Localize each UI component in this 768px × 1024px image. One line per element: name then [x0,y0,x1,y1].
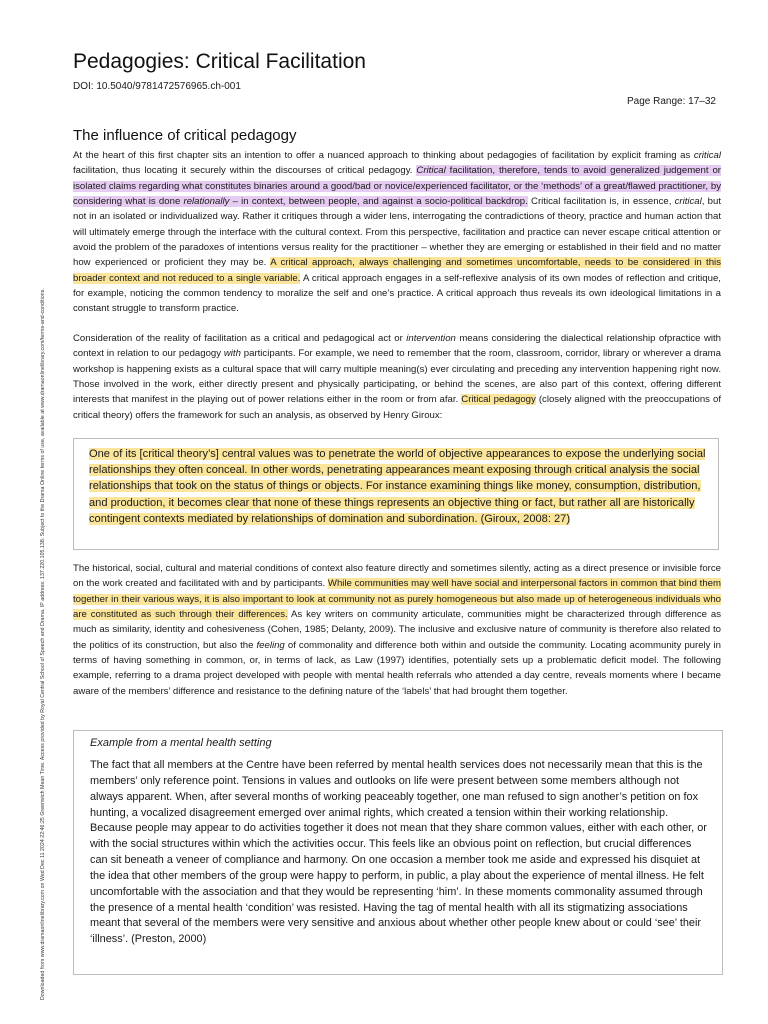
text-run: , but not in an isolated or individualized way. Rather it critiques through a wider lens, interrogating the contradictions of theory, practice and human action that will ultimately emerge through the interface with the cultural context. From this perspective, facilitation and practice can never escape critical attention or avoid the problem of the paradoxes of intentions versus reality for the practitioner – whether they are emerging or established in their field and no matter how experienced or proficient they may be. [73,196,722,269]
page-range: Page Range: 17–32 [627,96,716,107]
text-run: A critical approach engages in a self-reflexive analysis of its own modes of reflection and critique, for example, noticing the common tendency to moralize the self and one’s practice. A critical approach thus reveals its own ideological limitations in a constant struggle to transform practice. [73,272,721,315]
text-run-italic: critical [693,150,721,161]
text-run: The historical, social, cultural and material conditions of context also feature directly and sometimes silently, acting as a direct presence or invisible force on the work created and facilitated with and by participants. [73,563,721,590]
text-run-italic: Critical [416,165,446,177]
section-heading: The influence of critical pedagogy [73,127,297,144]
highlight-yellow: While communities may well have social and interpersonal factors in common that bind them together in their various ways, it is also important to look at community not as purely homogeneous but also made up of heterogeneous individuals who are constituted as such through their differences. [73,578,721,621]
text-run: means considering the dialectical relationship ofpractice with context in relation to our pedagogy [73,333,722,360]
text-run: facilitation, thus locating it securely within the discourses of critical pedagogy. [73,165,417,177]
highlight-yellow: A critical approach, always challenging and sometimes uncomfortable, needs to be considered in this broader context and not reduced to a single variable. [73,257,721,284]
body-paragraph-2 [73,331,721,423]
text-run: – in context, between people, and against a socio-political backdrop. [229,196,528,208]
text-run-italic: with [223,348,241,360]
highlight-yellow: Critical pedagogy [461,394,536,406]
text-run: (closely aligned with the preoccupations of critical theory) offers the framework for such an analysis, as observed by Henry Giroux: [73,394,721,421]
text-run-italic: feeling [256,639,285,651]
example-title: Example from a mental health setting [90,737,272,749]
highlight-yellow: One of its [critical theory’s] central values was to penetrate the world of objective appearances to expose the underlying social relationships they often conceal. In other words, penetrating appearances meant exposing through critical analysis the social relationships that took on the status of things or objects. For instance examining things like money, consumption, distribution, and production, it becomes clear that none of these things represents an objective thing or fact, but rather all are historically contingent contexts mediated by relationships of domination and subordination. (Giroux, 2008: 27) [89,448,706,525]
text-run-italic: intervention [406,333,456,344]
text-run: of commonality and difference both within and outside the community. Locating acommunity purely in terms of having something in common, or, in terms of lack, as Law (1997) identifies, potentially sets up a problematic deficit model. The following example, referring to a drama project developed with people with mental health referrals who attended a day centre, reveals moments where I became aware of the members’ difference and resistance to the defining nature of the ‘labels’ that had brought them together. [73,639,721,697]
block-quote [89,446,707,527]
chapter-title: Pedagogies: Critical Facilitation [73,50,366,73]
text-run-italic: relationally [183,196,230,208]
download-notice: Downloaded from www.dramaonlinelibrary.com on Wed Dec 11 2024 22:46:25 Greenwich Mean Time. Access provided by Royal Central School of Speech and Drama. IP address: 137.220.105.138. Subject to the Drama Online terms of use, available at www.dramaonlinelibrary.com/terms-and-conditions. [40,288,46,1000]
text-run: facilitation, therefore, tends to avoid generalized judgement or isolated claims regarding what constitutes binaries around a good/bad or novice/experienced facilitator, or the ‘methods’ of a great/flawed practitioner, by considering what is done [73,165,721,208]
example-text: The fact that all members at the Centre have been referred by mental health services does not necessarily mean that this is the members’ only reference point. Tensions in values and outlooks on life were present between some members although not always apparent. When, after several months of working peaceably together, one man refused to sign another’s petition on fox hunting, a vocalized disagreement emerged over animal rights, which created a tension within their working relationship. Because people may appear to do activities together it does not mean that they share common values, either with each other, or with the social structures within which the activities occur. This feels like an obvious point on reflection, but crucial differences can sit beneath a veneer of compliance and harmony. On one occasion a member took me aside and expressed his disquiet at the idea that other members of the group were happy to perform, in public, a play about the experience of mental illness. He felt uncomfortable with the association and that they would be representing ‘him’. In these moments commonality assumed through the presence of a mental health ‘condition’ was resisted. Having the tag of mental health with all its stigmatizing associations meant that several of the members were very sensitive and anxious about whether other people knew about or could ‘see’ their ‘illness’. (Preston, 2000) [90,759,707,946]
doi-text: DOI: 10.5040/9781472576965.ch-001 [73,81,241,92]
text-run: As key writers on community articulate, communities might be characterized through difference as much as similarity, identity and cohesiveness (Cohen, 1985; Delanty, 2009). The inclusive and exclusive nature of community is therefore also related to the politics of its construction, but also the [73,609,722,651]
text-run: At the heart of this first chapter sits an intention to offer a nuanced approach to thinking about pedagogies of facilitation by explicit framing as [73,150,694,161]
text-run-italic: critical [674,196,702,208]
body-paragraph-1 [73,148,721,317]
text-run: Consideration of the reality of facilitation as a critical and pedagogical act or [73,333,407,344]
text-run: Critical facilitation is, in essence, [527,196,675,208]
body-paragraph-3 [73,561,721,699]
text-run: participants. For example, we need to remember that the room, classroom, corridor, library or wherever a drama workshop is happening exists as a cultural space that will carry multiple meaning(s) ever circulating and preceding any intervention happening right now. Those involved in the work, either directly present and physically participating, or behind the scenes, are also part of this context, offering different interests that manifest in the playing out of power relations either in the room or from afar. [73,348,721,406]
